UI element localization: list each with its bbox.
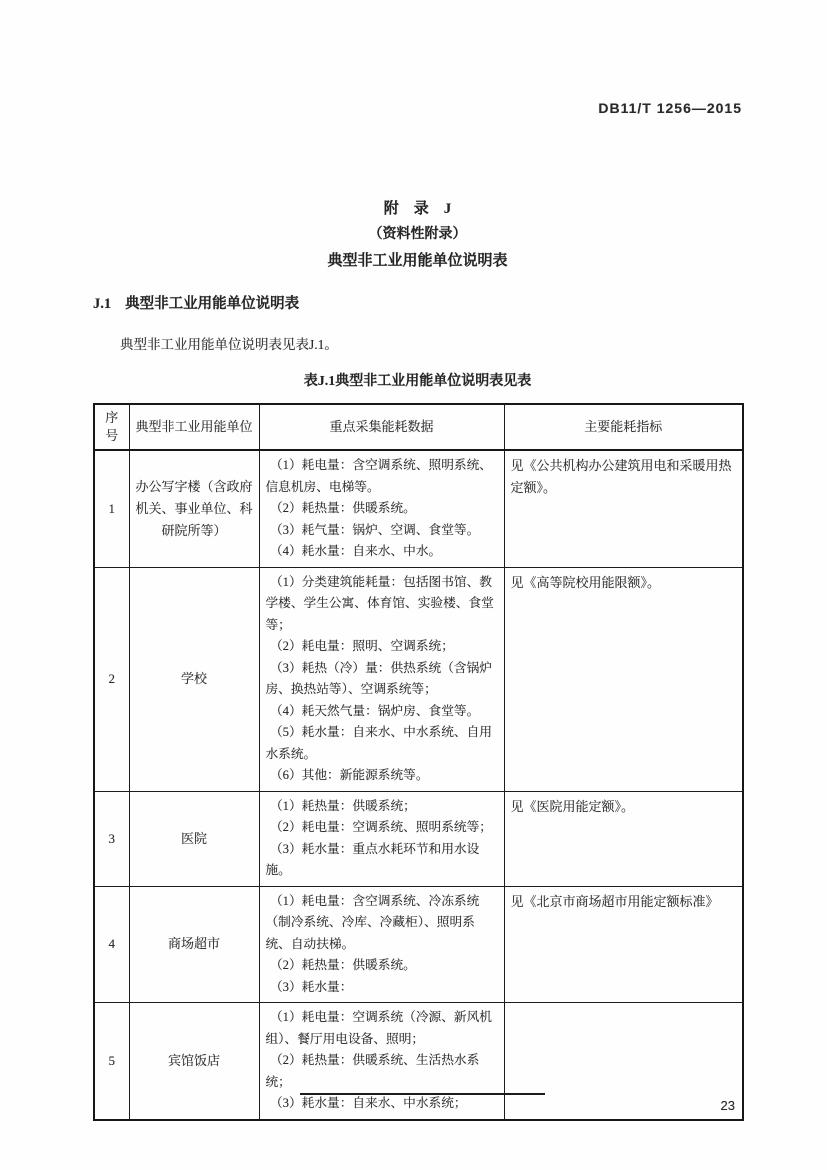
data-item: （2）耗热量：供暖系统。 (269, 958, 416, 972)
row-data-items (259, 886, 504, 1003)
row-indicator: 见《北京市商场超市用能定额标准》 (504, 886, 743, 1003)
data-item: （2）耗电量：照明、空调系统； (269, 639, 454, 653)
col-header-unit: 典型非工业用能单位 (129, 404, 259, 450)
data-item: （1）耗电量：空调系统（冷源、新风机组）、餐厅用电设备、照明； (265, 1010, 492, 1046)
row-unit: 宾馆饭店 (129, 1003, 259, 1120)
data-item: （2）耗热量：供暖系统、生活热水系统； (265, 1053, 480, 1089)
row-indicator: 见《医院用能定额》。 (504, 791, 743, 886)
appendix-heading-block (93, 196, 742, 274)
row-indicator: 见《公共机构办公建筑用电和采暖用热定额》。 (504, 450, 743, 567)
row-indicator (504, 1003, 743, 1120)
section-number: J.1 (93, 296, 112, 312)
data-item: （1）耗电量：含空调系统、冷冻系统（制冷系统、冷库、冷藏柜）、照明系统、自动扶梯。 (265, 893, 480, 951)
page-number: 23 (720, 1098, 735, 1113)
row-unit: 学校 (129, 567, 259, 791)
section-title: 典型非工业用能单位说明表 (125, 296, 300, 312)
energy-units-table (93, 403, 744, 1121)
data-item: （2）耗热量：供暖系统。 (269, 501, 416, 515)
row-seq: 1 (94, 450, 129, 567)
row-data-items (259, 567, 504, 791)
data-item: （1）耗热量：供暖系统； (269, 798, 416, 813)
table-row (94, 1003, 743, 1120)
footnote-rule (300, 1093, 545, 1095)
row-unit: 办公写字楼（含政府机关、事业单位、科研院所等） (129, 450, 259, 567)
data-item: （4）耗天然气量：锅炉房、食堂等。 (269, 703, 480, 718)
data-item: （4）耗水量：自来水、中水。 (269, 544, 442, 558)
row-seq: 2 (94, 567, 129, 791)
data-item: （3）耗气量：锅炉、空调、食堂等。 (269, 522, 480, 537)
row-data-items (259, 1003, 504, 1120)
table-row (94, 450, 743, 567)
data-item: （5）耗水量：自来水、中水系统、自用水系统。 (265, 725, 492, 761)
appendix-title: 附 录 J (383, 201, 452, 217)
appendix-name: 典型非工业用能单位说明表 (327, 253, 508, 269)
appendix-subtitle: （资料性附录） (368, 227, 467, 242)
col-header-seq: 序号 (94, 404, 129, 450)
table-row (94, 567, 743, 791)
data-item: （3）耗水量：自来水、中水系统； (269, 1096, 467, 1110)
table-header-row (94, 404, 743, 450)
data-item: （3）耗热（冷）量：供热系统（含锅炉房、换热站等）、空调系统等； (265, 660, 492, 696)
data-item: （3）耗水量：重点水耗环节和用水设施。 (265, 841, 480, 877)
row-seq: 4 (94, 886, 129, 1003)
row-indicator: 见《高等院校用能限额》。 (504, 567, 743, 791)
row-unit: 医院 (129, 791, 259, 886)
table-row (94, 886, 743, 1003)
data-item: （6）其他：新能源系统等。 (269, 768, 429, 782)
data-item: （3）耗水量： (269, 979, 353, 994)
intro-paragraph: 典型非工业用能单位说明表见表J.1。 (120, 337, 338, 352)
col-header-data: 重点采集能耗数据 (259, 404, 504, 450)
row-unit: 商场超市 (129, 886, 259, 1003)
section-heading (93, 292, 742, 313)
col-header-indicator: 主要能耗指标 (504, 404, 743, 450)
row-seq: 5 (94, 1003, 129, 1120)
row-data-items (259, 791, 504, 886)
data-item: （2）耗电量：空调系统、照明系统等； (269, 820, 492, 834)
table-row (94, 791, 743, 886)
row-seq: 3 (94, 791, 129, 886)
table-caption: 表J.1典型非工业用能单位说明表见表 (303, 374, 532, 389)
standard-code: DB11/T 1256—2015 (598, 100, 742, 116)
data-item: （1）分类建筑能耗量：包括图书馆、教学楼、学生公寓、体育馆、实验楼、食堂等； (265, 574, 494, 632)
data-item: （1）耗电量：含空调系统、照明系统、信息机房、电梯等。 (265, 458, 492, 494)
row-data-items (259, 450, 504, 567)
